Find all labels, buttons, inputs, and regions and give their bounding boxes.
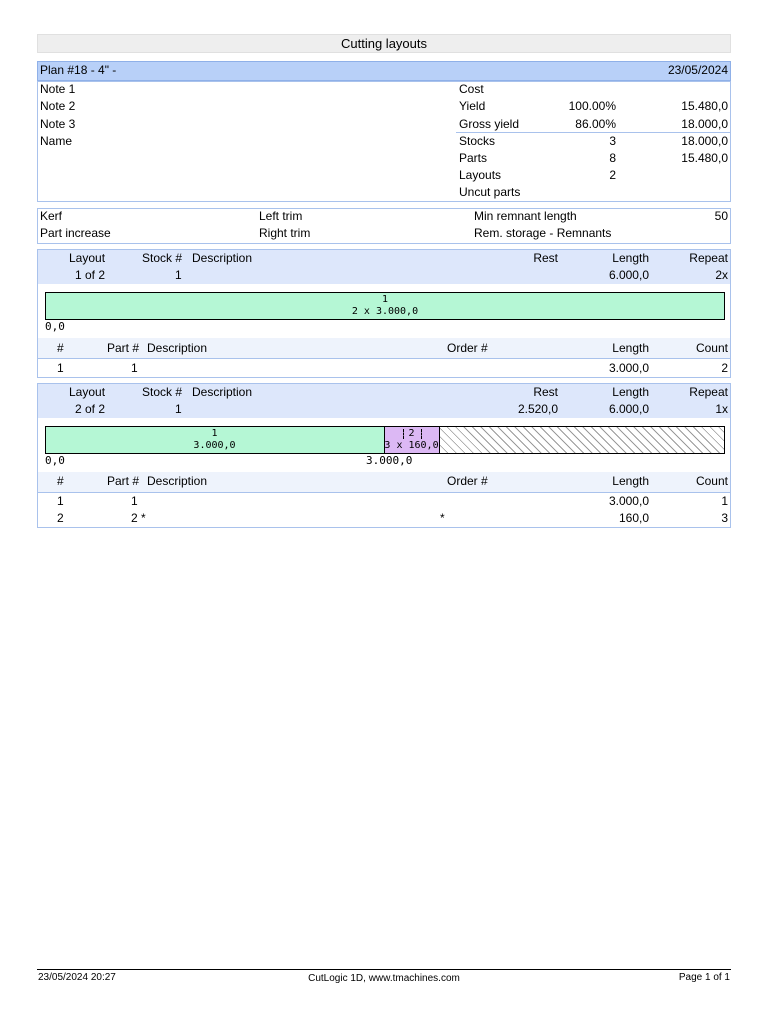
part-length-col-header: Length — [612, 341, 649, 355]
stocks-count: 3 — [609, 134, 616, 148]
length-col-header: Length — [612, 251, 649, 265]
bar-position-mark: 3.000,0 — [366, 454, 413, 467]
layouts-count: 2 — [609, 168, 616, 182]
layout-length: 6.000,0 — [608, 402, 649, 416]
footer-app: CutLogic 1D, www.tmachines.com — [308, 973, 460, 984]
layouts-label: Layouts — [459, 168, 502, 182]
layout-number: 1 of 2 — [75, 268, 106, 282]
plan-header-bar — [37, 61, 731, 81]
gross-yield-value: 18.000,0 — [681, 117, 728, 131]
row-part: 1 — [131, 361, 138, 375]
plan-name-label: Name — [40, 134, 73, 148]
plan-name: Plan #18 - 4" - — [40, 63, 117, 77]
layout-number: 2 of 2 — [75, 402, 106, 416]
num-col-header: # — [57, 341, 64, 355]
row-count: 1 — [721, 494, 728, 508]
parts-count: 8 — [609, 151, 616, 165]
count-col-header: Count — [695, 341, 728, 355]
note-1: Note 1 — [40, 82, 76, 96]
length-col-header: Length — [612, 385, 649, 399]
rest-col-header: Rest — [533, 385, 558, 399]
parts-header-divider — [38, 492, 730, 493]
piece-label: 3.000,0 — [193, 440, 236, 451]
row-count: 3 — [721, 511, 728, 525]
stocks-label: Stocks — [459, 134, 496, 148]
row-length: 3.000,0 — [608, 361, 649, 375]
part-length-col-header: Length — [612, 474, 649, 488]
remnant-area — [440, 427, 724, 453]
uncut-parts-label: Uncut parts — [459, 185, 521, 199]
repeat-col-header: Repeat — [689, 385, 728, 399]
min-remnant-value: 50 — [714, 209, 728, 223]
num-col-header: # — [57, 474, 64, 488]
part-col-header: Part # — [107, 474, 140, 488]
row-part: 1 — [131, 494, 138, 508]
count-col-header: Count — [695, 474, 728, 488]
row-num: 1 — [57, 361, 64, 375]
footer-divider — [37, 969, 731, 970]
right-trim-label: Right trim — [259, 226, 311, 240]
settings-box — [37, 208, 731, 244]
report-title: Cutting layouts — [341, 36, 427, 51]
part-col-header: Part # — [107, 341, 140, 355]
stocks-value: 18.000,0 — [681, 134, 728, 148]
repeat-col-header: Repeat — [689, 251, 728, 265]
plan-summary-box — [37, 81, 731, 202]
row-part: 2 * — [131, 511, 146, 525]
footer-datetime: 23/05/2024 20:27 — [38, 972, 116, 983]
remnant-storage-label: Rem. storage - Remnants — [474, 226, 612, 240]
part-description-col-header: Description — [147, 341, 208, 355]
plan-date: 23/05/2024 — [667, 63, 728, 77]
order-col-header: Order # — [447, 341, 488, 355]
order-col-header: Order # — [447, 474, 488, 488]
description-col-header: Description — [192, 385, 253, 399]
stock-col-header: Stock # — [142, 251, 183, 265]
stock-number: 1 — [175, 402, 182, 416]
bar-start-mark: 0,0 — [45, 320, 65, 333]
kerf-label: Kerf — [40, 209, 63, 223]
layout-repeat: 2x — [715, 268, 728, 282]
row-count: 2 — [721, 361, 728, 375]
piece-id: 2 — [408, 428, 415, 439]
piece-label: 2 x 3.000,0 — [351, 306, 419, 317]
row-order: * — [440, 511, 445, 525]
part-increase-label: Part increase — [40, 226, 111, 240]
bar-start-mark: 0,0 — [45, 454, 65, 467]
summary-divider — [456, 132, 730, 133]
yield-value: 15.480,0 — [681, 99, 728, 113]
left-trim-label: Left trim — [259, 209, 303, 223]
yield-pct: 100.00% — [568, 99, 616, 113]
row-num: 1 — [57, 494, 64, 508]
layout-length: 6.000,0 — [608, 268, 649, 282]
piece-id: 1 — [381, 294, 389, 305]
min-remnant-label: Min remnant length — [474, 209, 577, 223]
parts-value: 15.480,0 — [681, 151, 728, 165]
description-col-header: Description — [192, 251, 253, 265]
rest-col-header: Rest — [533, 251, 558, 265]
cost-label: Cost — [459, 82, 484, 96]
row-length: 3.000,0 — [608, 494, 649, 508]
gross-yield-pct: 86.00% — [575, 117, 616, 131]
layout-repeat: 1x — [715, 402, 728, 416]
yield-label: Yield — [459, 99, 486, 113]
note-3: Note 3 — [40, 117, 76, 131]
piece-label: 3 x 160,0 — [384, 440, 439, 451]
piece-id: 1 — [211, 428, 218, 439]
gross-yield-label: Gross yield — [459, 117, 520, 131]
row-length: 160,0 — [618, 511, 649, 525]
parts-label: Parts — [459, 151, 488, 165]
part-description-col-header: Description — [147, 474, 208, 488]
layout-rest: 2.520,0 — [517, 402, 558, 416]
stock-number: 1 — [175, 268, 182, 282]
stock-col-header: Stock # — [142, 385, 183, 399]
row-num: 2 — [57, 511, 64, 525]
layout-col-header: Layout — [69, 251, 106, 265]
layout-col-header: Layout — [69, 385, 106, 399]
report-title-bar — [37, 34, 731, 53]
note-2: Note 2 — [40, 99, 76, 113]
footer-page: Page 1 of 1 — [678, 972, 730, 983]
parts-header-divider — [38, 358, 730, 359]
